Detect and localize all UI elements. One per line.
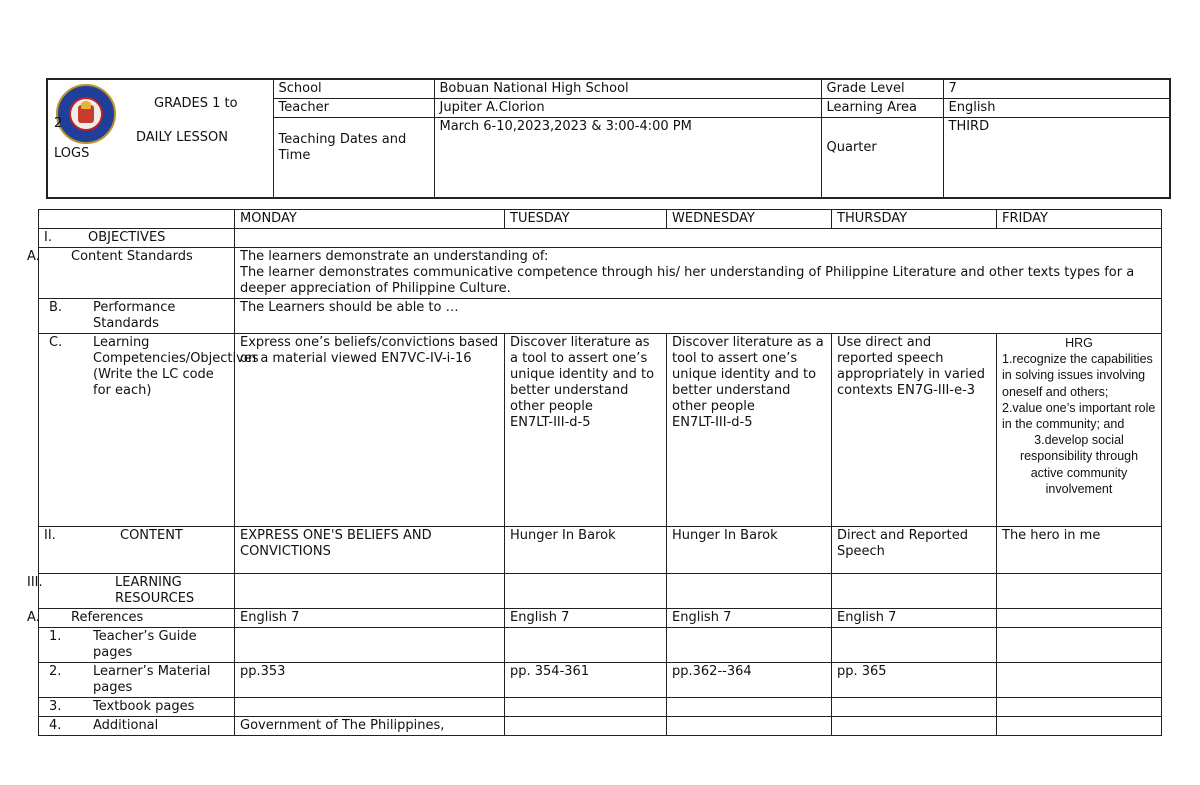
textbook-label: Textbook pages <box>93 699 195 714</box>
day-header-thursday: THURSDAY <box>832 210 997 229</box>
learners-material-wednesday: pp.362--364 <box>667 663 832 698</box>
competencies-monday: Express one’s beliefs/convictions based on a material viewed EN7VC-IV-i-16 <box>235 334 505 527</box>
competencies-wednesday-code: EN7LT-III-d-5 <box>672 415 753 430</box>
teachers-guide-heading <box>39 628 235 663</box>
competencies-heading <box>39 334 259 527</box>
quarter-label: Quarter <box>821 118 943 199</box>
logo-title-line1: GRADES 1 to <box>154 96 238 111</box>
objectives-num: I. <box>44 230 52 245</box>
references-heading <box>27 609 235 628</box>
performance-standards-heading <box>39 299 235 334</box>
teachers-guide-thursday <box>832 628 997 663</box>
learning-resources-num: III. <box>27 575 43 590</box>
performance-standards-row <box>39 299 1162 334</box>
competencies-tuesday <box>505 334 667 527</box>
learning-resources-row <box>39 574 1162 609</box>
content-standards-value <box>235 248 1162 299</box>
school-value: Bobuan National High School <box>434 79 821 99</box>
logo-title-line3: LOGS <box>54 146 90 161</box>
competencies-wednesday <box>667 334 832 527</box>
area-value: English <box>943 99 1170 118</box>
learners-material-friday <box>997 663 1162 698</box>
additional-friday <box>997 717 1162 736</box>
learners-material-row <box>39 663 1162 698</box>
content-tuesday: Hunger In Barok <box>505 527 667 574</box>
competencies-tuesday-text: Discover literature as a tool to assert one’s unique identity and to better understand other people <box>510 335 655 414</box>
learning-resources-tuesday <box>505 574 667 609</box>
content-friday: The hero in me <box>997 527 1162 574</box>
references-monday: English 7 <box>235 609 505 628</box>
textbook-wednesday <box>667 698 832 717</box>
learning-resources-thursday <box>832 574 997 609</box>
learners-material-thursday: pp. 365 <box>832 663 997 698</box>
competencies-label: Learning Competencies/Objectives (Write the LC code for each) <box>93 335 259 398</box>
references-tuesday: English 7 <box>505 609 667 628</box>
content-wednesday: Hunger In Barok <box>667 527 832 574</box>
content-monday: EXPRESS ONE'S BELIEFS AND CONVICTIONS <box>235 527 505 574</box>
objectives-row <box>39 229 1162 248</box>
days-header-row <box>39 210 1162 229</box>
learners-material-tuesday: pp. 354-361 <box>505 663 667 698</box>
learning-resources-friday <box>997 574 1162 609</box>
performance-standards-value: The Learners should be able to … <box>235 299 1162 334</box>
grade-value: 7 <box>943 79 1170 99</box>
references-thursday: English 7 <box>832 609 997 628</box>
competencies-row <box>39 334 1162 527</box>
additional-label: Additional <box>93 718 159 733</box>
area-label: Learning Area <box>821 99 943 118</box>
additional-heading <box>39 717 235 736</box>
teachers-guide-label: Teacher’s Guide pages <box>93 629 197 660</box>
content-thursday: Direct and Reported Speech <box>832 527 997 574</box>
performance-standards-num: B. <box>49 300 63 315</box>
competencies-wednesday-text: Discover literature as a tool to assert one’s unique identity and to better understand other people <box>672 335 824 414</box>
additional-tuesday <box>505 717 667 736</box>
teachers-guide-wednesday <box>667 628 832 663</box>
content-standards-row <box>39 248 1162 299</box>
additional-monday: Government of The Philippines, <box>235 717 505 736</box>
day-header-wednesday: WEDNESDAY <box>667 210 832 229</box>
teachers-guide-tuesday <box>505 628 667 663</box>
objectives-empty <box>235 229 1162 248</box>
dates-label: Teaching Dates and Time <box>273 118 434 199</box>
objectives-title: OBJECTIVES <box>88 230 166 245</box>
friday-hrg-item1: 1.recognize the capabilities in solving issues involving oneself and others; <box>1002 352 1153 399</box>
friday-hrg-item2: 2.value one’s important role in the community; and <box>1002 400 1156 432</box>
textbook-tuesday <box>505 698 667 717</box>
teacher-label: Teacher <box>273 99 434 118</box>
corner-cell <box>39 210 235 229</box>
content-standards-line1: The learners demonstrate an understanding of: <box>240 249 549 264</box>
day-header-monday: MONDAY <box>235 210 505 229</box>
references-friday <box>997 609 1162 628</box>
dates-value: March 6-10,2023,2023 & 3:00-4:00 PM <box>434 118 821 199</box>
references-wednesday: English 7 <box>667 609 832 628</box>
additional-num: 4. <box>49 718 62 733</box>
textbook-thursday <box>832 698 997 717</box>
learners-material-heading <box>39 663 235 698</box>
teacher-value: Jupiter A.Clorion <box>434 99 821 118</box>
school-label: School <box>273 79 434 99</box>
learners-material-monday: pp.353 <box>235 663 505 698</box>
logo-cell <box>47 79 273 198</box>
competencies-tuesday-code: EN7LT-III-d-5 <box>510 415 591 430</box>
content-title: CONTENT <box>120 528 183 543</box>
objectives-heading <box>39 229 235 248</box>
performance-standards-label: Performance Standards <box>93 300 176 331</box>
textbook-monday <box>235 698 505 717</box>
textbook-row <box>39 698 1162 717</box>
additional-wednesday <box>667 717 832 736</box>
teachers-guide-row <box>39 628 1162 663</box>
learning-resources-wednesday <box>667 574 832 609</box>
additional-thursday <box>832 717 997 736</box>
textbook-friday <box>997 698 1162 717</box>
references-num: A. <box>27 610 40 625</box>
logo-number: 2 <box>54 116 63 131</box>
learners-material-label: Learner’s Material pages <box>93 664 211 695</box>
day-header-friday: FRIDAY <box>997 210 1162 229</box>
teachers-guide-num: 1. <box>49 629 62 644</box>
day-header-tuesday: TUESDAY <box>505 210 667 229</box>
learning-resources-monday <box>235 574 505 609</box>
references-label: References <box>71 610 144 625</box>
competencies-thursday: Use direct and reported speech appropriately in varied contexts EN7G-III-e-3 <box>832 334 997 527</box>
content-heading <box>39 527 235 574</box>
lesson-plan-table <box>27 209 1162 736</box>
friday-hrg-title: HRG <box>1065 336 1093 350</box>
textbook-num: 3. <box>49 699 62 714</box>
grade-label: Grade Level <box>821 79 943 99</box>
teachers-guide-friday <box>997 628 1162 663</box>
references-row <box>39 609 1162 628</box>
content-standards-heading <box>27 248 235 299</box>
quarter-value: THIRD <box>943 118 1170 199</box>
content-row <box>39 527 1162 574</box>
deped-seal-logo <box>56 84 116 144</box>
additional-row <box>39 717 1162 736</box>
textbook-heading <box>39 698 235 717</box>
learners-material-num: 2. <box>49 664 62 679</box>
learning-resources-title: LEARNING RESOURCES <box>115 575 195 606</box>
learning-resources-heading <box>27 574 235 609</box>
content-standards-num: A. <box>27 249 40 264</box>
content-num: II. <box>44 528 56 543</box>
competencies-num: C. <box>49 335 63 350</box>
header-table <box>46 78 1171 199</box>
teachers-guide-monday <box>235 628 505 663</box>
content-standards-line2: The learner demonstrates communicative competence through his/ her understanding of Philippine Literature and other texts types for a deeper appreciation of Philippine Culture. <box>240 265 1135 296</box>
friday-hrg-item3: 3.develop social responsibility through active community involvement <box>1019 433 1139 496</box>
competencies-friday <box>997 334 1162 527</box>
content-standards-label: Content Standards <box>71 249 193 264</box>
logo-title-line2: DAILY LESSON <box>136 130 229 145</box>
